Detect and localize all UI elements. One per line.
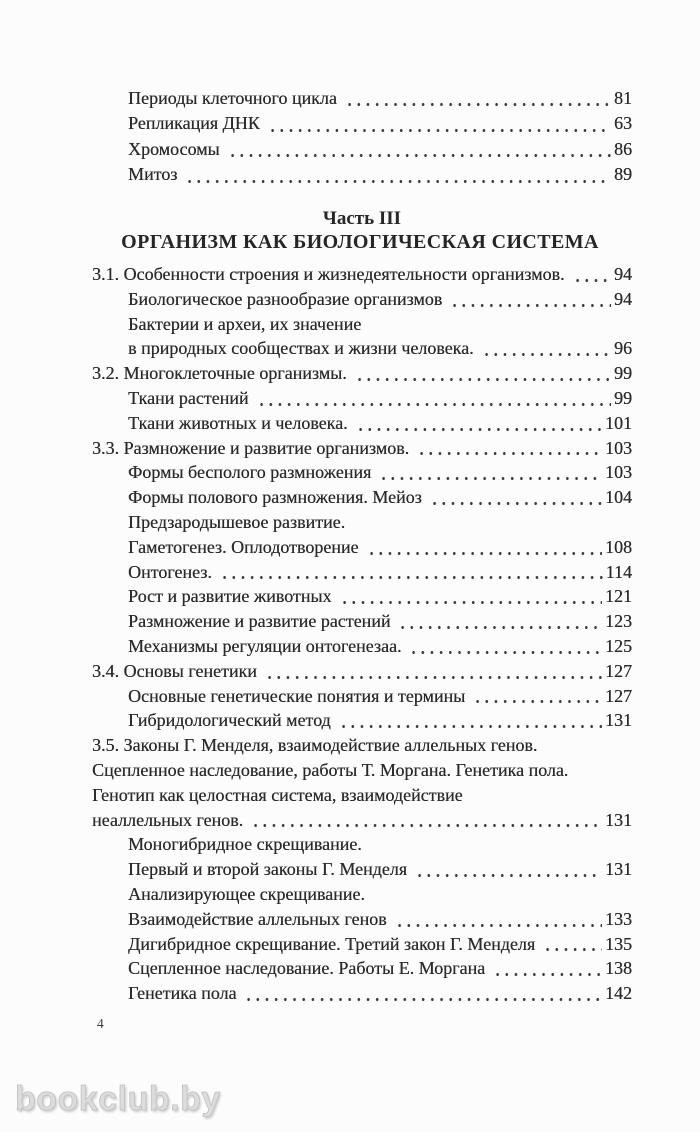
toc-entry xyxy=(92,733,632,758)
dot-leader xyxy=(394,922,602,928)
toc-entry-page: 127 xyxy=(605,660,632,681)
dot-leader xyxy=(397,624,602,630)
toc-entry-title: Гибридологический метод xyxy=(128,710,331,731)
toc-entry-list xyxy=(92,262,632,1006)
toc-entry-title: Сцепленное наследование. Работы Е. Моргана xyxy=(128,958,486,979)
toc-entry-title: 3.3. Размножение и развитие организмов. xyxy=(92,437,410,458)
dot-leader xyxy=(264,674,602,680)
toc-entry xyxy=(92,609,632,634)
toc-entry-page: 131 xyxy=(605,859,632,880)
toc-entry xyxy=(92,684,632,709)
toc-entry-title: Митоз xyxy=(128,164,178,185)
dot-leader xyxy=(256,401,611,407)
dot-leader xyxy=(354,376,611,382)
toc-entry-title: Рост и развитие животных xyxy=(128,586,332,607)
toc-entry-title: Моногибридное скрещивание. xyxy=(128,834,362,855)
toc-entry-page: 125 xyxy=(605,635,632,656)
toc-entry-page: 104 xyxy=(605,487,632,508)
dot-leader xyxy=(408,649,602,655)
toc-entry-page: 131 xyxy=(605,710,632,731)
toc-entry xyxy=(92,783,632,808)
toc-entry xyxy=(92,634,632,659)
toc-entry-page: 123 xyxy=(605,611,632,632)
toc-entry-page: 99 xyxy=(614,387,632,408)
dot-leader xyxy=(472,698,602,704)
toc-entry-page: 133 xyxy=(605,908,632,929)
toc-entry-page: 94 xyxy=(614,264,632,284)
toc-entry-title: Взаимодействие аллельных генов xyxy=(128,908,387,929)
toc-entry-title: Репликация ДНК xyxy=(128,113,260,134)
dot-leader xyxy=(572,277,611,283)
dot-leader xyxy=(339,599,602,605)
toc-entry-page: 138 xyxy=(605,958,632,979)
toc-entry-title: Формы бесполого размножения xyxy=(128,462,372,483)
dot-leader xyxy=(378,475,602,481)
toc-entry-page: 101 xyxy=(605,412,632,433)
dot-leader xyxy=(219,574,603,580)
toc-entry xyxy=(92,932,632,957)
toc-entry-page: 121 xyxy=(605,586,632,607)
toc-entry xyxy=(92,981,632,1006)
dot-leader xyxy=(344,101,611,107)
toc-entry xyxy=(92,86,632,111)
toc-entry-title: Сцепленное наследование, работы Т. Моргана. Генетика пола. xyxy=(92,759,569,780)
toc-entry-page: 96 xyxy=(614,338,632,359)
toc-entry-page: 135 xyxy=(605,933,632,954)
dot-leader xyxy=(429,500,602,506)
toc-entry-page: 131 xyxy=(605,809,632,830)
toc-entry xyxy=(92,708,632,733)
toc-entry xyxy=(92,956,632,981)
toc-entry xyxy=(92,560,632,585)
toc-entry-page: 86 xyxy=(614,138,632,159)
toc-entry xyxy=(92,312,632,337)
toc-entry-title: Первый и второй законы Г. Менделя xyxy=(128,859,407,880)
toc-entry xyxy=(92,262,632,287)
toc-entry xyxy=(92,436,632,461)
toc-entry xyxy=(92,510,632,535)
toc-entry-title: Анализирующее скрещивание. xyxy=(128,883,365,904)
bookclub-watermark: bookclub.by xyxy=(15,1080,221,1118)
toc-entry-title: Дигибридное скрещивание. Третий закон Г. Менделя xyxy=(128,933,536,954)
toc-entry-title: Генотип как целостная система, взаимодействие xyxy=(92,784,463,805)
toc-entry xyxy=(92,162,632,187)
toc-entry-title: 3.1. Особенности строения и жизнедеятельности организмов. xyxy=(92,264,565,284)
dot-leader xyxy=(416,450,602,456)
dot-leader xyxy=(184,178,611,184)
toc-entry-page: 108 xyxy=(605,536,632,557)
toc-entry-title: Формы полового размножения. Мейоз xyxy=(128,487,422,508)
toc-entry-page: 103 xyxy=(605,462,632,483)
toc-entry-title: неаллельных генов. xyxy=(92,809,244,830)
dot-leader xyxy=(414,872,602,878)
dot-leader xyxy=(481,351,611,357)
toc-entry-title: Хромосомы xyxy=(128,138,220,159)
toc-entry xyxy=(92,460,632,485)
toc-entry-page: 89 xyxy=(614,164,632,185)
toc-entry-title: Предзародышевое развитие. xyxy=(128,511,346,532)
toc-entry-page: 103 xyxy=(605,437,632,458)
toc-entry-page: 142 xyxy=(605,983,632,1004)
toc-entry xyxy=(92,535,632,560)
toc-entry-title: Механизмы регуляции онтогенезаа. xyxy=(128,635,402,656)
toc-entry-page: 94 xyxy=(614,288,632,309)
toc-entry-title: Генетика пола xyxy=(128,983,237,1004)
toc-entry xyxy=(92,287,632,312)
toc-entry xyxy=(92,584,632,609)
toc-entry xyxy=(92,659,632,684)
toc-entry xyxy=(92,411,632,436)
toc-entry-title: Ткани животных и человека. xyxy=(128,412,348,433)
toc-entry xyxy=(92,485,632,510)
toc-entry-page: 63 xyxy=(614,113,632,134)
toc-entry-title: 3.5. Законы Г. Менделя, взаимодействие аллельных генов. xyxy=(92,735,538,756)
toc-entry-title: Периоды клеточного цикла xyxy=(128,88,337,108)
dot-leader xyxy=(355,426,602,432)
dot-leader xyxy=(492,971,602,977)
toc-entry xyxy=(92,137,632,162)
dot-leader xyxy=(227,152,611,158)
toc-entry-title: Ткани растений xyxy=(128,387,249,408)
toc-entry xyxy=(92,361,632,386)
toc-entry xyxy=(92,857,632,882)
toc-pre-list xyxy=(92,86,632,188)
part-heading: Часть III xyxy=(322,208,402,229)
toc-entry-title: 3.2. Многоклеточные организмы. xyxy=(92,363,347,384)
toc-entry-page: 127 xyxy=(605,685,632,706)
toc-entry-title: в природных сообществах и жизни человека. xyxy=(128,338,474,359)
toc-entry-page: 114 xyxy=(605,561,632,582)
toc-entry-title: Биологическое разнообразие организмов xyxy=(128,288,443,309)
dot-leader xyxy=(449,302,611,308)
toc-entry-title: Гаметогенез. Оплодотворение xyxy=(128,536,359,557)
dot-leader xyxy=(267,127,611,133)
toc-entry xyxy=(92,758,632,783)
toc-entry-title: 3.4. Основы генетики xyxy=(92,660,257,681)
dot-leader xyxy=(366,550,602,556)
toc-entry xyxy=(92,336,632,361)
toc-entry xyxy=(92,832,632,857)
dot-leader xyxy=(338,723,602,729)
dot-leader xyxy=(243,996,602,1002)
toc-entry xyxy=(92,882,632,907)
toc-entry xyxy=(92,808,632,833)
part-title: ОРГАНИЗМ КАК БИОЛОГИЧЕСКАЯ СИСТЕМА xyxy=(121,231,599,253)
toc-entry-title: Основные генетические понятия и термины xyxy=(128,685,466,706)
dot-leader xyxy=(542,946,602,952)
toc-entry-title: Размножение и развитие растений xyxy=(128,611,391,632)
toc-entry xyxy=(92,111,632,136)
page-number: 4 xyxy=(97,1016,104,1031)
dot-leader xyxy=(250,822,602,828)
toc-entry-page: 81 xyxy=(614,88,632,108)
toc-entry xyxy=(92,907,632,932)
toc-entry xyxy=(92,386,632,411)
toc-entry-title: Онтогенез. xyxy=(128,561,212,582)
toc-entry-page: 99 xyxy=(614,363,632,384)
toc-entry-title: Бактерии и археи, их значение xyxy=(128,313,362,334)
